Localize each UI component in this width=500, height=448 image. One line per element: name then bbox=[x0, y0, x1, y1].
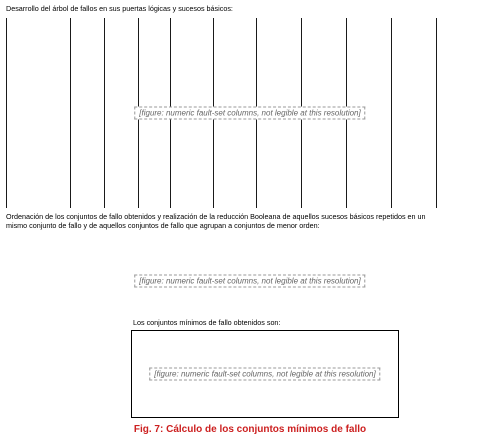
ordered-fault-sets-table bbox=[6, 250, 494, 312]
minimal-sets-heading: Los conjuntos mínimos de fallo obtenidos son: bbox=[133, 318, 281, 327]
ordered-table-placeholder: [figure: numeric fault-set columns, not legible at this resolution] bbox=[134, 275, 365, 288]
table-column bbox=[104, 18, 105, 208]
table-column bbox=[6, 18, 7, 208]
ordering-heading: Ordenación de los conjuntos de fallo obtenidos y realización de la reducción Booleana de aquellos sucesos básicos repetidos en un mismo conjunto de fallo y de aquellos conjuntos de fallo que agrupan a conjuntos de menor orden: bbox=[6, 212, 426, 230]
tree-heading: Desarrollo del árbol de fallos en sus puertas lógicas y sucesos básicos: bbox=[6, 4, 233, 13]
fault-tree-development-table bbox=[6, 18, 494, 208]
table-column bbox=[70, 18, 71, 208]
table-column bbox=[391, 18, 392, 208]
table-column bbox=[436, 18, 437, 208]
figure-caption: Fig. 7: Cálculo de los conjuntos mínimos de fallo bbox=[133, 424, 367, 435]
minimal-table-placeholder: [figure: numeric fault-set columns, not legible at this resolution] bbox=[149, 368, 380, 381]
minimal-cut-sets-table bbox=[131, 330, 399, 418]
tree-table-placeholder: [figure: numeric fault-set columns, not legible at this resolution] bbox=[134, 107, 365, 120]
